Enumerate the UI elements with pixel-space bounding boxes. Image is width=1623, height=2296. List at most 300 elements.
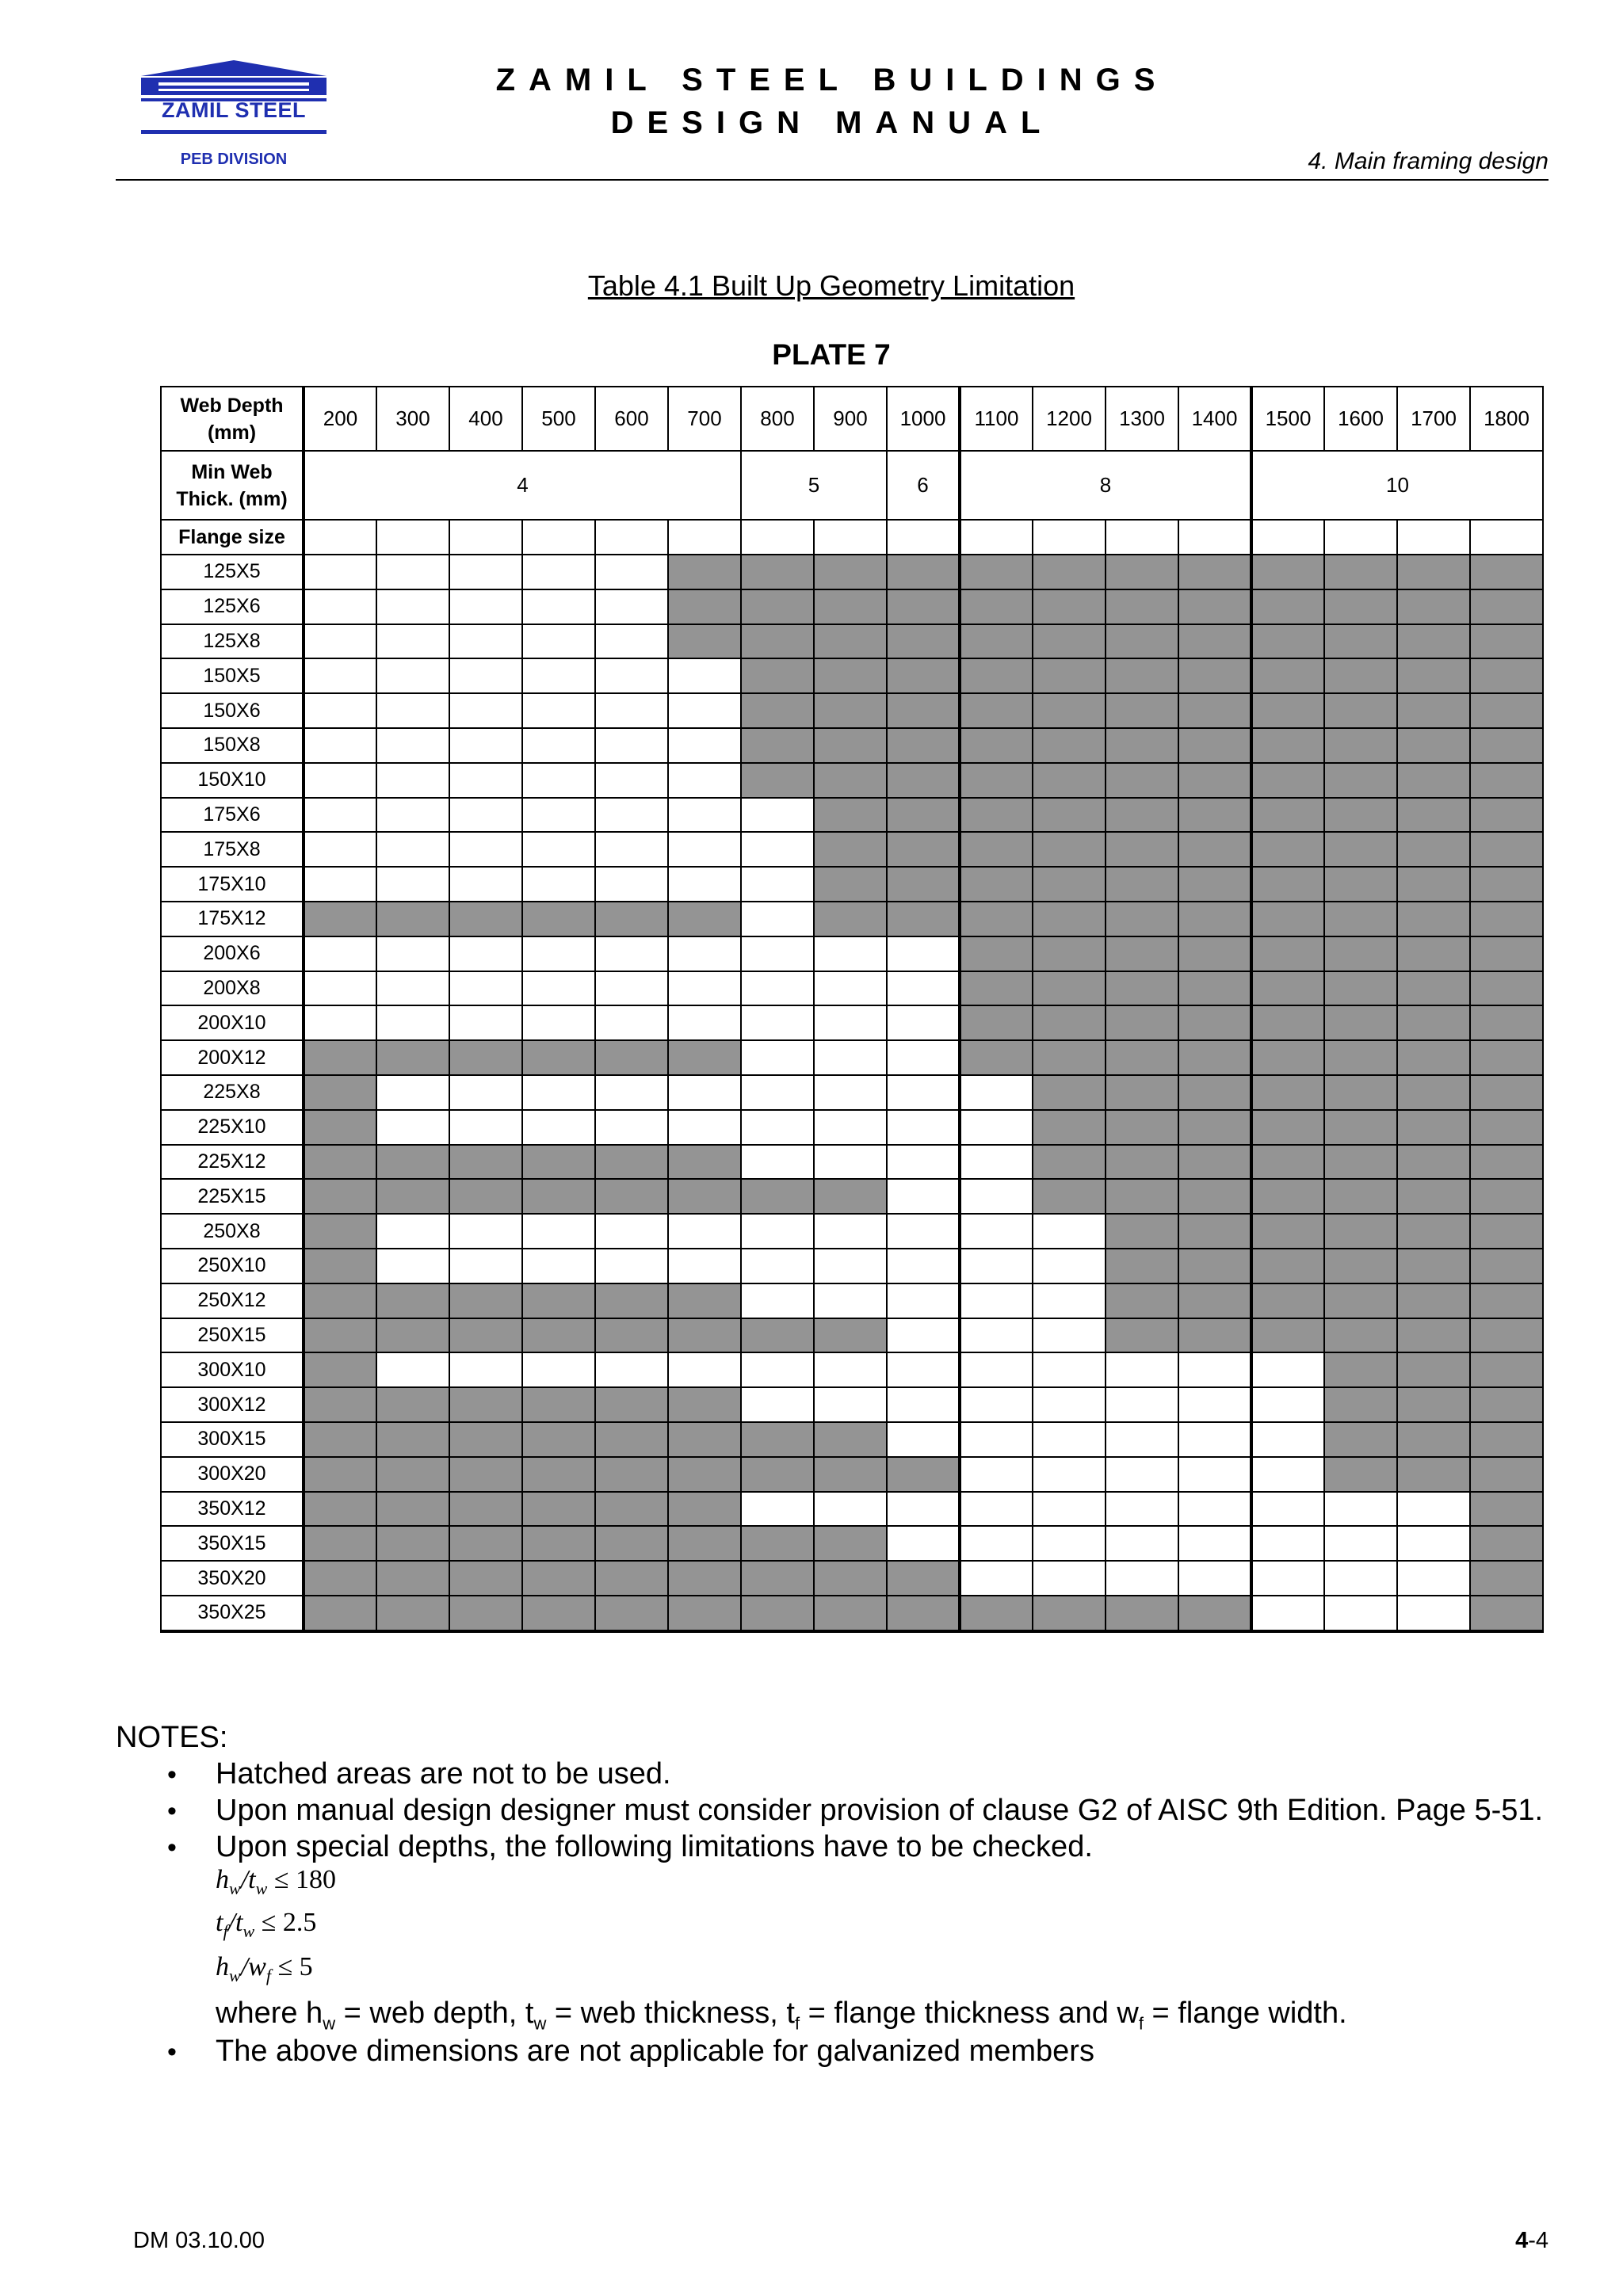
allowed-cell (1033, 1214, 1106, 1249)
allowed-cell (522, 1214, 595, 1249)
notes-title: NOTES: (116, 1721, 228, 1754)
hatched-cell (1470, 1318, 1543, 1353)
allowed-cell (668, 1214, 741, 1249)
hatched-cell (887, 1561, 960, 1596)
hatched-cell (1251, 1179, 1324, 1214)
hatched-cell (1251, 1283, 1324, 1318)
allowed-cell (960, 1422, 1033, 1457)
allowed-cell (668, 1005, 741, 1040)
flange-row (161, 1318, 1543, 1353)
hatched-cell (1106, 902, 1178, 936)
hatched-cell (1251, 867, 1324, 902)
eq1-limit: ≤ 180 (273, 1865, 336, 1894)
web-depth-cell: 500 (522, 387, 595, 451)
hatched-cell (1106, 1040, 1178, 1075)
allowed-cell (668, 1352, 741, 1387)
allowed-cell (376, 1352, 449, 1387)
flange-row (161, 728, 1543, 763)
logo-roof-icon (135, 57, 333, 105)
flange-row (161, 902, 1543, 936)
hatched-cell (522, 1561, 595, 1596)
hatched-cell (376, 1596, 449, 1631)
hatched-cell (522, 1318, 595, 1353)
web-depth-cell: 1700 (1397, 387, 1470, 451)
hatched-cell (1178, 555, 1251, 589)
hatched-cell (1251, 658, 1324, 693)
hatched-cell (741, 1561, 814, 1596)
flange-size-cell: 300X12 (161, 1387, 304, 1422)
flange-size-cell: 250X12 (161, 1283, 304, 1318)
hatched-cell (887, 798, 960, 833)
hatched-cell (304, 902, 376, 936)
hatched-cell (1397, 1110, 1470, 1145)
flange-size-cell: 175X10 (161, 867, 304, 902)
manual-title-line2: DESIGN MANUAL (610, 105, 1054, 140)
hatched-cell (887, 555, 960, 589)
allowed-cell (887, 1214, 960, 1249)
allowed-cell (960, 1075, 1033, 1110)
web-depth-cell: 1200 (1033, 387, 1106, 451)
hatched-cell (376, 1040, 449, 1075)
hatched-cell (1251, 1249, 1324, 1283)
hatched-cell (814, 1457, 887, 1492)
allowed-cell (1033, 1249, 1106, 1283)
hatched-cell (595, 1422, 668, 1457)
allowed-cell (887, 1492, 960, 1527)
hatched-cell (1470, 1422, 1543, 1457)
hatched-cell (1397, 555, 1470, 589)
flange-size-cell: 200X6 (161, 936, 304, 971)
hatched-cell (376, 1561, 449, 1596)
allowed-cell (522, 867, 595, 902)
hatched-cell (887, 589, 960, 624)
min-web-thickness-cell: 6 (887, 451, 960, 520)
hatched-cell (1251, 832, 1324, 867)
hatched-cell (1106, 728, 1178, 763)
flange-size-cell: 175X12 (161, 902, 304, 936)
hatched-cell (1251, 902, 1324, 936)
allowed-cell (741, 971, 814, 1006)
hatched-cell (1106, 936, 1178, 971)
hatched-cell (304, 1526, 376, 1561)
allowed-cell (887, 1075, 960, 1110)
hatched-cell (1178, 832, 1251, 867)
allowed-cell (814, 936, 887, 971)
hatched-cell (1106, 1283, 1178, 1318)
hatched-cell (1251, 555, 1324, 589)
empty-cell (304, 520, 376, 555)
allowed-cell (814, 1075, 887, 1110)
hatched-cell (1251, 1318, 1324, 1353)
page-number-chapter: 4 (1515, 2228, 1529, 2253)
allowed-cell (1251, 1352, 1324, 1387)
min-web-thickness-row (161, 451, 1543, 520)
hatched-cell (1106, 832, 1178, 867)
hatched-cell (1470, 1457, 1543, 1492)
hatched-cell (449, 1526, 522, 1561)
allowed-cell (449, 971, 522, 1006)
allowed-cell (304, 867, 376, 902)
flange-size-cell: 150X5 (161, 658, 304, 693)
hatched-cell (1106, 1179, 1178, 1214)
hatched-cell (595, 1040, 668, 1075)
hatched-cell (668, 624, 741, 659)
flange-size-cell: 150X6 (161, 693, 304, 728)
flange-row (161, 624, 1543, 659)
flange-size-cell: 125X8 (161, 624, 304, 659)
hatched-cell (1251, 728, 1324, 763)
hatched-cell (1397, 971, 1470, 1006)
allowed-cell (304, 763, 376, 798)
geometry-limitation-table (160, 386, 1544, 1633)
hatched-cell (1106, 1318, 1178, 1353)
allowed-cell (522, 798, 595, 833)
eq2-limit: ≤ 2.5 (261, 1908, 317, 1937)
flange-size-cell: 200X10 (161, 1005, 304, 1040)
empty-cell (668, 520, 741, 555)
allowed-cell (960, 1352, 1033, 1387)
hatched-cell (1470, 1145, 1543, 1180)
hatched-cell (1178, 589, 1251, 624)
hatched-cell (741, 555, 814, 589)
allowed-cell (522, 1075, 595, 1110)
allowed-cell (1397, 1561, 1470, 1596)
web-depth-cell: 800 (741, 387, 814, 451)
allowed-cell (1106, 1457, 1178, 1492)
hatched-cell (741, 693, 814, 728)
min-web-thickness-cell: 10 (1251, 451, 1543, 520)
note-special-depths: Upon special depths, the following limitations have to be checked. (216, 1830, 1093, 1863)
flange-size-cell: 125X5 (161, 555, 304, 589)
hatched-cell (814, 728, 887, 763)
hatched-cell (1324, 1005, 1397, 1040)
hatched-cell (1178, 1005, 1251, 1040)
hatched-cell (1178, 658, 1251, 693)
allowed-cell (960, 1387, 1033, 1422)
hatched-cell (376, 1492, 449, 1527)
hatched-cell (887, 693, 960, 728)
allowed-cell (1251, 1457, 1324, 1492)
hatched-cell (668, 1457, 741, 1492)
hatched-cell (522, 1492, 595, 1527)
allowed-cell (1178, 1457, 1251, 1492)
flange-row (161, 1110, 1543, 1145)
bullet-dot: • (167, 1796, 177, 1826)
allowed-cell (814, 1145, 887, 1180)
empty-cell (887, 520, 960, 555)
hatched-cell (1324, 798, 1397, 833)
allowed-cell (522, 1005, 595, 1040)
hatched-cell (1397, 832, 1470, 867)
hatched-cell (1251, 1145, 1324, 1180)
allowed-cell (887, 1110, 960, 1145)
hatched-cell (1470, 1561, 1543, 1596)
hatched-cell (1033, 798, 1106, 833)
allowed-cell (960, 1492, 1033, 1527)
hatched-cell (449, 1283, 522, 1318)
web-depth-cell: 900 (814, 387, 887, 451)
allowed-cell (304, 658, 376, 693)
limit-equation-tf-tw: $t_f/t_w \le 2.5$ (216, 1908, 317, 1941)
flange-size-cell: 150X10 (161, 763, 304, 798)
empty-cell (814, 520, 887, 555)
allowed-cell (522, 1249, 595, 1283)
hatched-cell (449, 1596, 522, 1631)
hatched-cell (887, 624, 960, 659)
hatched-cell (1470, 589, 1543, 624)
hatched-cell (668, 1283, 741, 1318)
flange-row (161, 1214, 1543, 1249)
allowed-cell (814, 1352, 887, 1387)
flange-row (161, 1005, 1543, 1040)
hatched-cell (960, 798, 1033, 833)
hatched-cell (1178, 1110, 1251, 1145)
hatched-cell (1470, 1352, 1543, 1387)
flange-size-cell: 225X8 (161, 1075, 304, 1110)
hatched-cell (1033, 936, 1106, 971)
hatched-cell (1324, 763, 1397, 798)
allowed-cell (741, 832, 814, 867)
hatched-cell (1397, 658, 1470, 693)
web-depth-row (161, 387, 1543, 451)
flange-size-cell: 300X15 (161, 1422, 304, 1457)
hatched-cell (1106, 1110, 1178, 1145)
allowed-cell (668, 728, 741, 763)
hatched-cell (595, 1596, 668, 1631)
hatched-cell (741, 1526, 814, 1561)
empty-cell (960, 520, 1033, 555)
allowed-cell (887, 1422, 960, 1457)
allowed-cell (522, 971, 595, 1006)
hatched-cell (668, 1040, 741, 1075)
allowed-cell (304, 936, 376, 971)
empty-cell (1324, 520, 1397, 555)
hatched-cell (304, 1145, 376, 1180)
hatched-cell (1397, 624, 1470, 659)
hatched-cell (960, 1596, 1033, 1631)
hatched-cell (668, 1179, 741, 1214)
flange-row (161, 1422, 1543, 1457)
allowed-cell (1251, 1387, 1324, 1422)
logo-division-text: PEB DIVISION (180, 151, 288, 168)
hatched-cell (1397, 1352, 1470, 1387)
allowed-cell (814, 1040, 887, 1075)
allowed-cell (814, 1005, 887, 1040)
allowed-cell (814, 1492, 887, 1527)
allowed-cell (376, 589, 449, 624)
allowed-cell (449, 763, 522, 798)
hatched-cell (1178, 763, 1251, 798)
allowed-cell (960, 1561, 1033, 1596)
flange-size-cell: 300X10 (161, 1352, 304, 1387)
flange-row (161, 1075, 1543, 1110)
hatched-cell (960, 763, 1033, 798)
hatched-cell (1033, 832, 1106, 867)
allowed-cell (814, 1387, 887, 1422)
hatched-cell (960, 728, 1033, 763)
hatched-cell (1251, 763, 1324, 798)
hatched-cell (1178, 693, 1251, 728)
allowed-cell (1178, 1526, 1251, 1561)
hatched-cell (449, 902, 522, 936)
hatched-cell (1324, 1318, 1397, 1353)
flange-size-cell: 225X12 (161, 1145, 304, 1180)
min-web-thickness-header: Min Web Thick. (mm) (161, 451, 304, 520)
hatched-cell (449, 1318, 522, 1353)
flange-row (161, 1179, 1543, 1214)
allowed-cell (449, 798, 522, 833)
allowed-cell (887, 1040, 960, 1075)
hatched-cell (1324, 589, 1397, 624)
allowed-cell (1251, 1596, 1324, 1631)
allowed-cell (668, 693, 741, 728)
hatched-cell (449, 1040, 522, 1075)
flange-size-header-row (161, 520, 1543, 555)
web-depth-cell: 300 (376, 387, 449, 451)
bullet-dot: • (167, 1833, 177, 1863)
allowed-cell (449, 936, 522, 971)
where-prefix: where h (216, 1997, 323, 2030)
hatched-cell (1397, 1179, 1470, 1214)
hatched-cell (814, 1318, 887, 1353)
hatched-cell (1324, 902, 1397, 936)
where-web-thickness: = web thickness, t (546, 1997, 795, 2030)
flange-size-cell: 175X8 (161, 832, 304, 867)
flange-row (161, 832, 1543, 867)
hatched-cell (522, 1179, 595, 1214)
allowed-cell (1251, 1561, 1324, 1596)
empty-cell (1178, 520, 1251, 555)
hatched-cell (1106, 589, 1178, 624)
plate-label: PLATE 7 (772, 338, 891, 371)
hatched-cell (1470, 971, 1543, 1006)
hatched-cell (1324, 1249, 1397, 1283)
hatched-cell (522, 1387, 595, 1422)
hatched-cell (1033, 1596, 1106, 1631)
allowed-cell (887, 1249, 960, 1283)
hatched-cell (1033, 589, 1106, 624)
min-web-thickness-cell: 8 (960, 451, 1251, 520)
allowed-cell (1397, 1596, 1470, 1631)
hatched-cell (1397, 1005, 1470, 1040)
flange-row (161, 1283, 1543, 1318)
hatched-cell (1106, 1249, 1178, 1283)
hatched-cell (960, 902, 1033, 936)
allowed-cell (449, 624, 522, 659)
allowed-cell (595, 624, 668, 659)
flange-row (161, 936, 1543, 971)
hatched-cell (814, 693, 887, 728)
hatched-cell (1178, 1214, 1251, 1249)
allowed-cell (522, 555, 595, 589)
allowed-cell (1033, 1457, 1106, 1492)
hatched-cell (1324, 728, 1397, 763)
hatched-cell (1324, 658, 1397, 693)
allowed-cell (1397, 1492, 1470, 1527)
hatched-cell (1106, 1075, 1178, 1110)
hatched-cell (814, 798, 887, 833)
allowed-cell (960, 1526, 1033, 1561)
hatched-cell (960, 832, 1033, 867)
document-code: DM 03.10.00 (133, 2228, 265, 2253)
hatched-cell (449, 1387, 522, 1422)
allowed-cell (887, 1283, 960, 1318)
allowed-cell (887, 1145, 960, 1180)
flange-row (161, 555, 1543, 589)
hatched-cell (1033, 763, 1106, 798)
hatched-cell (1178, 936, 1251, 971)
hatched-cell (1178, 971, 1251, 1006)
hatched-cell (522, 1596, 595, 1631)
allowed-cell (1033, 1561, 1106, 1596)
logo-underline-icon (135, 128, 333, 138)
hatched-cell (595, 1457, 668, 1492)
hatched-cell (1324, 1422, 1397, 1457)
hatched-cell (1251, 624, 1324, 659)
allowed-cell (522, 1352, 595, 1387)
allowed-cell (1033, 1283, 1106, 1318)
hatched-cell (1397, 936, 1470, 971)
hatched-cell (814, 589, 887, 624)
allowed-cell (304, 832, 376, 867)
allowed-cell (376, 728, 449, 763)
hatched-cell (522, 1457, 595, 1492)
hatched-cell (1470, 728, 1543, 763)
note-hatched-areas: Hatched areas are not to be used. (216, 1757, 671, 1791)
hatched-cell (1251, 798, 1324, 833)
allowed-cell (1324, 1526, 1397, 1561)
hatched-cell (814, 658, 887, 693)
allowed-cell (522, 693, 595, 728)
empty-cell (1397, 520, 1470, 555)
hatched-cell (1470, 1075, 1543, 1110)
section-title: 4. Main framing design (1308, 148, 1549, 174)
flange-size-cell: 250X15 (161, 1318, 304, 1353)
flange-row (161, 1526, 1543, 1561)
hatched-cell (1470, 832, 1543, 867)
hatched-cell (1470, 1110, 1543, 1145)
hatched-cell (595, 1179, 668, 1214)
allowed-cell (1178, 1387, 1251, 1422)
hatched-cell (1470, 658, 1543, 693)
hatched-cell (304, 1422, 376, 1457)
hatched-cell (1033, 902, 1106, 936)
empty-cell (376, 520, 449, 555)
hatched-cell (668, 1526, 741, 1561)
hatched-cell (668, 555, 741, 589)
flange-row (161, 1387, 1543, 1422)
hatched-cell (1106, 1145, 1178, 1180)
empty-cell (1106, 520, 1178, 555)
hatched-cell (1397, 1457, 1470, 1492)
allowed-cell (960, 1283, 1033, 1318)
allowed-cell (595, 867, 668, 902)
hatched-cell (887, 832, 960, 867)
hatched-cell (1106, 1005, 1178, 1040)
hatched-cell (814, 1596, 887, 1631)
flange-row (161, 763, 1543, 798)
allowed-cell (1106, 1492, 1178, 1527)
hatched-cell (668, 1422, 741, 1457)
web-depth-cell: 1400 (1178, 387, 1251, 451)
allowed-cell (522, 624, 595, 659)
web-depth-cell: 1000 (887, 387, 960, 451)
allowed-cell (522, 763, 595, 798)
hatched-cell (1397, 1318, 1470, 1353)
web-depth-cell: 1800 (1470, 387, 1543, 451)
hatched-cell (1470, 1040, 1543, 1075)
hatched-cell (741, 589, 814, 624)
